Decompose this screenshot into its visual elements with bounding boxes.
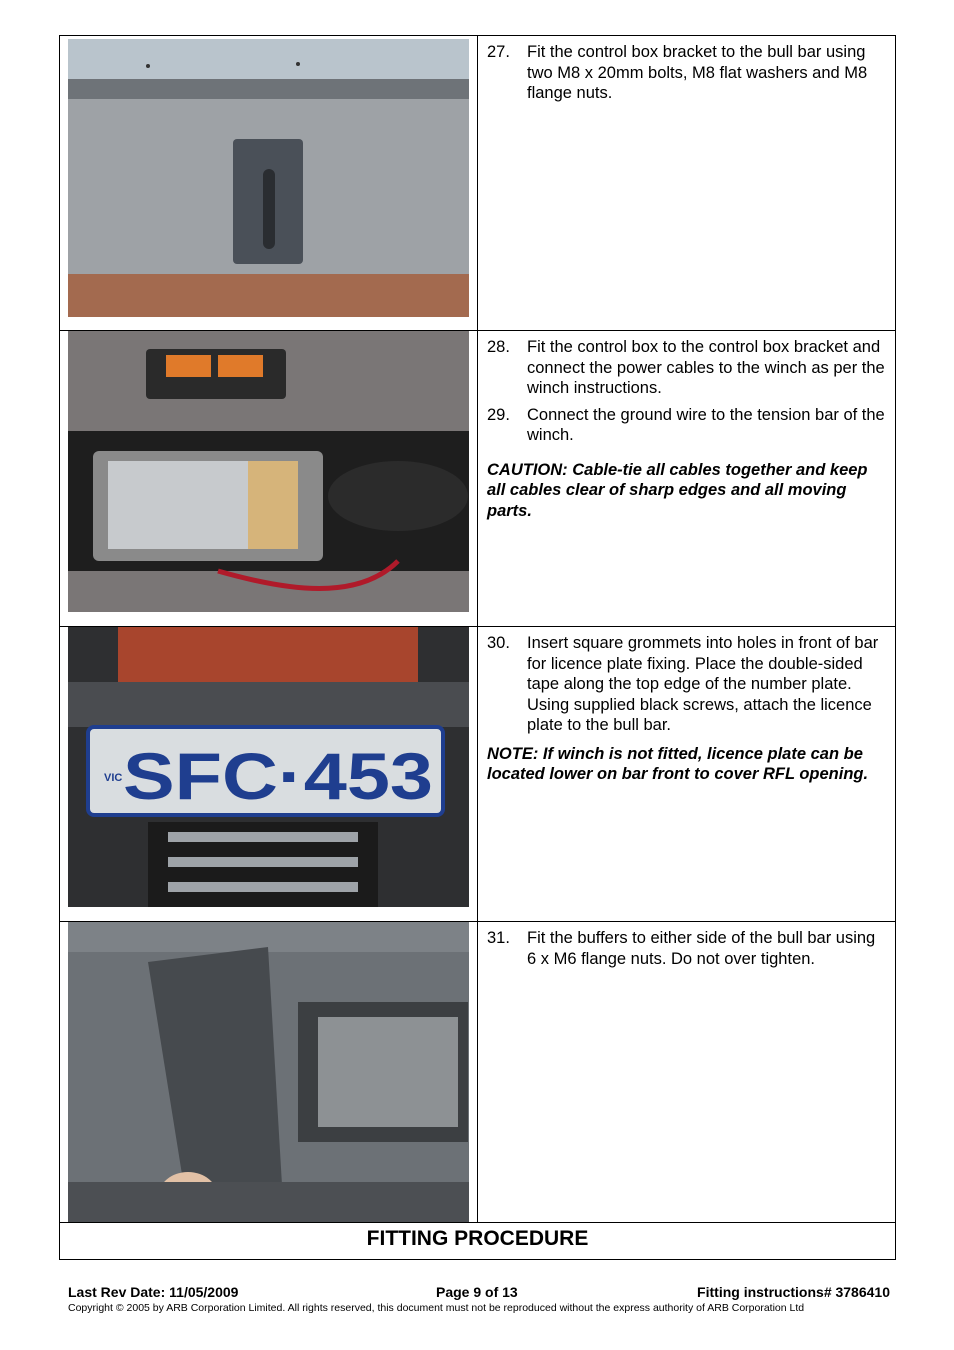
section-title: FITTING PROCEDURE xyxy=(366,1227,589,1250)
text-cell xyxy=(478,627,895,921)
step-text: Insert square grommets into holes in front of bar for licence plate fixing. Place the double-sided tape along the top edge of the number plate. Using supplied black screws, attach the licence plate to the bull bar. xyxy=(527,634,879,734)
winch-photo xyxy=(68,331,469,612)
step-29 xyxy=(487,405,885,446)
text-cell xyxy=(478,922,895,1222)
plate-number: SFC·453 xyxy=(123,739,433,813)
document-number: Fitting instructions# 3786410 xyxy=(697,1284,890,1300)
step-number: 29. xyxy=(487,405,510,424)
caution-note: CAUTION: Cable-tie all cables together and keep all cables clear of sharp edges and all moving parts. xyxy=(487,460,868,520)
step-row-27 xyxy=(60,36,895,331)
step-number: 27. xyxy=(487,43,510,61)
image-cell xyxy=(60,36,478,330)
licence-plate-photo xyxy=(68,627,469,907)
step-number: 30. xyxy=(487,634,510,652)
step-row-31 xyxy=(60,922,895,1223)
text-cell xyxy=(478,36,895,330)
page-number: Page 9 of 13 xyxy=(436,1284,518,1300)
page-footer xyxy=(68,1284,890,1314)
step-30 xyxy=(487,633,885,736)
step-31 xyxy=(487,928,885,969)
copyright-notice: Copyright © 2005 by ARB Corporation Limited. All rights reserved, this document must not be reproduced without the express authority of ARB Corporation Ltd xyxy=(68,1302,805,1314)
step-number: 28. xyxy=(487,338,510,356)
text-cell xyxy=(478,331,895,626)
buffer-photo xyxy=(68,922,469,1222)
plate-state: VIC xyxy=(104,772,123,784)
bracket-photo xyxy=(68,39,469,317)
image-cell xyxy=(60,627,478,921)
revision-date: Last Rev Date: 11/05/2009 xyxy=(68,1284,239,1300)
image-cell xyxy=(60,922,478,1222)
instructions-table xyxy=(59,35,896,1260)
image-cell xyxy=(60,331,478,626)
step-text: Fit the buffers to either side of the bull bar using 6 x M6 flange nuts. Do not over tighten. xyxy=(527,929,876,968)
step-row-30 xyxy=(60,627,895,922)
winch-note: NOTE: If winch is not fitted, licence plate can be located lower on bar front to cover RFL opening. xyxy=(487,744,869,783)
step-text: Fit the control box to the control box bracket and connect the power cables to the winch as per the winch instructions. xyxy=(527,338,885,397)
step-27 xyxy=(487,42,885,104)
step-text: Fit the control box bracket to the bull bar using two M8 x 20mm bolts, M8 flat washers and M8 flange nuts. xyxy=(527,43,868,102)
step-28 xyxy=(487,337,885,399)
step-row-28-29 xyxy=(60,331,895,627)
step-text: Connect the ground wire to the tension bar of the winch. xyxy=(527,405,885,444)
step-number: 31. xyxy=(487,929,510,947)
